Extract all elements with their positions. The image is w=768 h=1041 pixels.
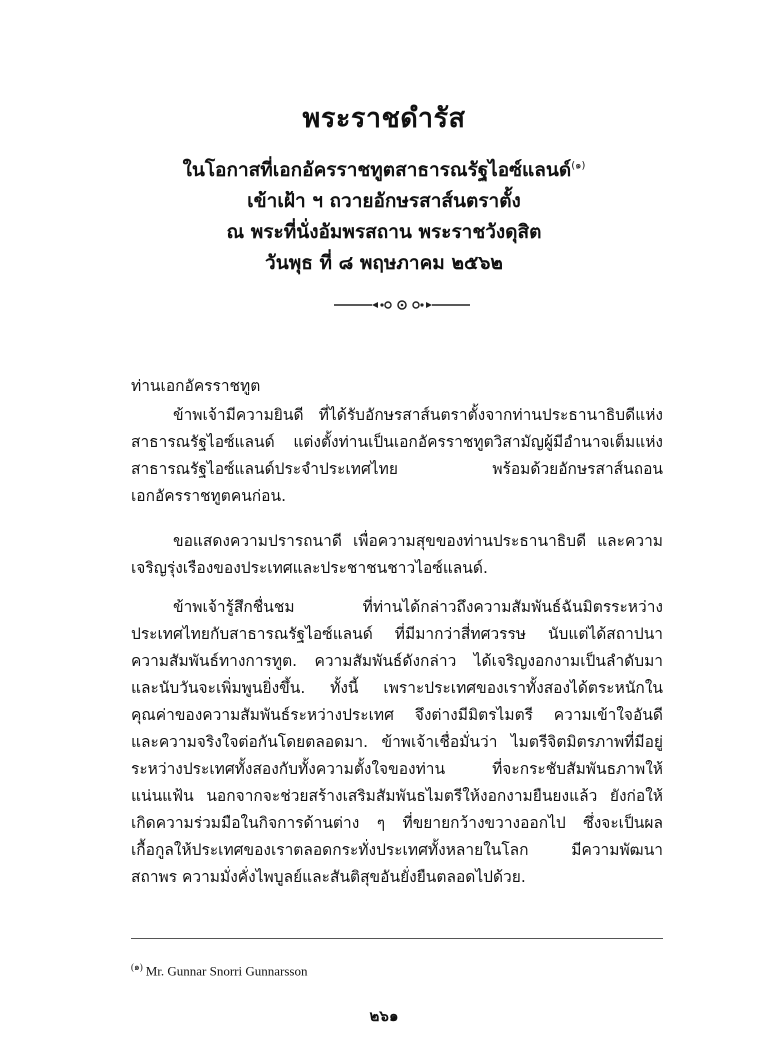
subtitle-line-4: วันพุธ ที่ ๘ พฤษภาคม ๒๕๖๒ xyxy=(265,252,503,274)
footnote-reference-mark: (๑) xyxy=(571,160,586,172)
footnote-divider xyxy=(131,938,663,939)
salutation: ท่านเอกอัครราชทูต xyxy=(131,377,261,395)
page-title: พระราชดำรัส xyxy=(302,103,466,134)
footnote-text: Mr. Gunnar Snorri Gunnarsson xyxy=(145,963,308,979)
footnote xyxy=(131,960,307,979)
subtitle-line-3: ณ พระที่นั่งอัมพรสถาน พระราชวังดุสิต xyxy=(226,221,542,243)
page-number: ๒๖๑ xyxy=(369,1007,399,1025)
subtitle-line-1-text: ในโอกาสที่เอกอัครราชทูตสาธารณรัฐไอซ์แลนด์ xyxy=(182,159,572,181)
subtitle-line-1 xyxy=(0,155,768,185)
scroll-divider-ornament-icon xyxy=(332,296,472,314)
subtitle-line-2: เข้าเฝ้า ฯ ถวายอักษรสาส์นตราตั้ง xyxy=(247,190,521,212)
paragraph-text: ข้าพเจ้ารู้สึกชื่นชม ที่ท่านได้กล่าวถึงความสัมพันธ์ฉันมิตรระหว่างประเทศไทยกับสาธารณรัฐไอซ์แลนด์ ที่มีมากว่าสี่ทศวรรษ นับแต่ได้สถาปนาความสัมพันธ์ทางการทูต. ความสัมพันธ์ดังกล่าว ได้เจริญงอกงามเป็นลำดับมา และนับวันจะเพิ่มพูนยิ่งขึ้น. ทั้งนี้ เพราะประเทศของเราทั้งสองได้ตระหนักในคุณค่าของความสัมพันธ์ระหว่างประเทศ จึงต่างมีมิตรไมตรี ความเข้าใจอันดี และความจริงใจต่อกันโดยตลอดมา. ข้าพเจ้าเชื่อมั่นว่า ไมตรีจิตมิตรภาพที่มีอยู่ระหว่างประเทศทั้งสองกับทั้งความตั้งใจของท่าน ที่จะกระชับสัมพันธภาพให้แน่นแฟ้น นอกจากจะช่วยสร้างเสริมสัมพันธไมตรีให้งอกงามยืนยงแล้ว ยังก่อให้เกิดความร่วมมือในกิจการด้านต่าง ๆ ที่ขยายกว้างขวางออกไป ซึ่งจะเป็นผลเกื้อกูลให้ประเทศของเราตลอดกระทั่งประเทศทั้งหลายในโลก มีความพัฒนาสถาพร ความมั่งคั่งไพบูลย์และสันติสุขอันยั่งยืนตลอดไปด้วย. xyxy=(131,598,663,886)
paragraph-text: ขอแสดงความปรารถนาดี เพื่อความสุขของท่านประธานาธิบดี และความเจริญรุ่งเรืองของประเทศและประชาชนชาวไอซ์แลนด์. xyxy=(131,532,663,577)
body-paragraph-3 xyxy=(131,594,663,891)
footnote-mark: (๑) xyxy=(131,962,143,972)
body-paragraph-1 xyxy=(131,402,663,510)
body-paragraph-2 xyxy=(131,528,663,582)
paragraph-text: ข้าพเจ้ามีความยินดี ที่ได้รับอักษรสาส์นตราตั้งจากท่านประธานาธิบดีแห่งสาธารณรัฐไอซ์แลนด์ แต่งตั้งท่านเป็นเอกอัครราชทูตวิสามัญผู้มีอำนาจเต็มแห่งสาธารณรัฐไอซ์แลนด์ประจำประเทศไทย พร้อมด้วยอักษรสาส์นถอนเอกอัครราชทูตคนก่อน. xyxy=(131,406,663,505)
